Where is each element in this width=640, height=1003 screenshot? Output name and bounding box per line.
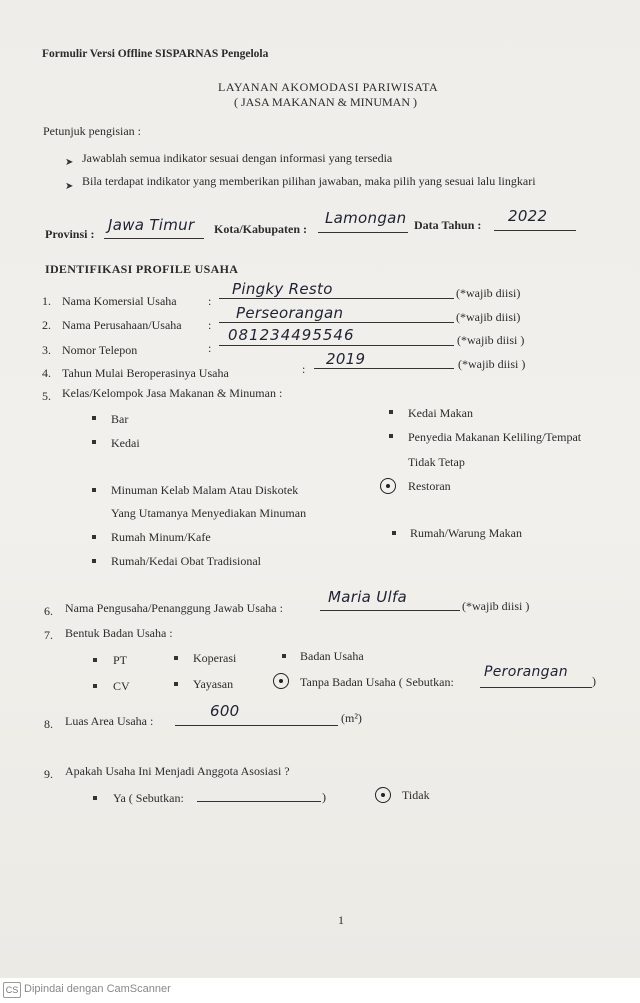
option-cafe[interactable]: Rumah Minum/Kafe: [111, 530, 211, 544]
section-title: IDENTIFIKASI PROFILE USAHA: [45, 262, 239, 276]
selected-circle-icon: [375, 787, 391, 803]
question-number: 9.: [44, 767, 53, 781]
question-label: Kelas/Kelompok Jasa Makanan & Minuman :: [62, 386, 283, 400]
owner-underline: [320, 610, 460, 611]
field-label: Nama Perusahaan/Usaha: [62, 318, 182, 332]
option-nightclub-continued: Yang Utamanya Menyediakan Minuman: [111, 506, 307, 520]
option-nightclub[interactable]: Minuman Kelab Malam Atau Diskotek: [111, 483, 299, 497]
bullet-icon: [282, 654, 286, 658]
field-separator: :: [208, 318, 212, 332]
area-underline: [175, 725, 338, 726]
field-separator: :: [302, 362, 306, 376]
province-value[interactable]: Jawa Timur: [108, 216, 195, 234]
question-number: 7.: [44, 628, 53, 642]
city-label: Kota/Kabupaten :: [214, 222, 308, 236]
field-underline: [314, 368, 454, 369]
option-koperasi[interactable]: Koperasi: [193, 651, 237, 665]
option-no[interactable]: Tidak: [402, 788, 430, 802]
province-underline: [104, 238, 204, 239]
field-number: 1.: [42, 294, 51, 308]
bullet-icon: [174, 656, 178, 660]
option-cv[interactable]: CV: [113, 679, 130, 693]
year-label: Data Tahun :: [414, 218, 482, 232]
form-version-label: Formulir Versi Offline SISPARNAS Pengelola: [42, 48, 269, 60]
field-label: Nama Komersial Usaha: [62, 294, 177, 308]
question-label: Luas Area Usaha :: [65, 714, 154, 728]
required-note: (*wajib diisi ): [462, 599, 530, 613]
option-mobile-vendor-continued: Tidak Tetap: [408, 455, 465, 469]
form-title: LAYANAN AKOMODASI PARIWISATA: [218, 80, 439, 94]
bullet-icon: [389, 410, 393, 414]
option-restoran[interactable]: Restoran: [408, 479, 451, 493]
page-number: 1: [338, 913, 344, 927]
field-label: Nomor Telepon: [62, 343, 138, 357]
selected-circle-icon: [273, 673, 289, 689]
phone-value[interactable]: 081234495546: [228, 326, 355, 344]
bullet-icon: [93, 684, 97, 688]
option-pt[interactable]: PT: [113, 653, 128, 667]
owner-name-value[interactable]: Maria Ulfa: [328, 588, 408, 606]
field-number: 2.: [42, 318, 51, 332]
bullet-icon: [92, 416, 96, 420]
field-label: Tahun Mulai Beroperasinya Usaha: [62, 366, 229, 380]
field-separator: :: [208, 341, 212, 355]
question-label: Bentuk Badan Usaha :: [65, 626, 173, 640]
option-badan-usaha[interactable]: Badan Usaha: [300, 649, 364, 663]
bullet-icon: [93, 658, 97, 662]
arrow-bullet-icon: ➤: [65, 181, 74, 192]
required-note: (*wajib diisi ): [457, 333, 525, 347]
required-note: (*wajib diisi ): [458, 357, 526, 371]
form-subtitle: ( JASA MAKANAN & MINUMAN ): [234, 95, 418, 109]
option-kedai[interactable]: Kedai: [111, 436, 140, 450]
bullet-icon: [92, 535, 96, 539]
question-label: Apakah Usaha Ini Menjadi Anggota Asosiasi ?: [65, 764, 290, 778]
province-label: Provinsi :: [45, 227, 95, 241]
start-year-value[interactable]: 2019: [326, 350, 366, 368]
association-underline: [197, 801, 321, 802]
bullet-icon: [93, 796, 97, 800]
bullet-icon: [92, 440, 96, 444]
scanner-watermark-text: Dipindai dengan CamScanner: [24, 983, 171, 995]
specify-underline: [480, 687, 592, 688]
bullet-icon: [389, 434, 393, 438]
option-mobile-vendor[interactable]: Penyedia Makanan Keliling/Tempat: [408, 430, 582, 444]
company-name-value[interactable]: Perseorangan: [236, 304, 344, 322]
area-unit: (m²): [341, 711, 362, 725]
year-value[interactable]: 2022: [508, 207, 548, 225]
field-number: 4.: [42, 366, 51, 380]
option-warung-makan[interactable]: Rumah/Warung Makan: [410, 526, 523, 540]
question-number: 5.: [42, 389, 51, 403]
year-underline: [494, 230, 576, 231]
field-underline: [219, 322, 454, 323]
required-note: (*wajib diisi): [456, 310, 521, 324]
question-label: Nama Pengusaha/Penanggung Jawab Usaha :: [65, 601, 283, 615]
city-underline: [318, 232, 408, 233]
option-tanpa-badan-usaha[interactable]: Tanpa Badan Usaha ( Sebutkan:: [300, 675, 454, 689]
bullet-icon: [92, 559, 96, 563]
camscanner-logo-icon: CS: [3, 982, 21, 998]
question-number: 8.: [44, 717, 53, 731]
field-underline: [219, 298, 454, 299]
option-yayasan[interactable]: Yayasan: [193, 677, 234, 691]
area-value[interactable]: 600: [210, 702, 240, 720]
selected-circle-icon: [380, 478, 396, 494]
field-separator: :: [208, 294, 212, 308]
instruction-item: Bila terdapat indikator yang memberikan pilihan jawaban, maka pilih yang sesuai lalu lingkari: [82, 174, 536, 188]
option-bar[interactable]: Bar: [111, 412, 129, 426]
field-underline: [219, 345, 454, 346]
question-number: 6.: [44, 604, 53, 618]
close-paren: ): [592, 674, 596, 688]
close-paren: ): [322, 790, 326, 804]
bullet-icon: [392, 531, 396, 535]
city-value[interactable]: Lamongan: [325, 209, 407, 227]
option-kedai-makan[interactable]: Kedai Makan: [408, 406, 473, 420]
option-traditional-medicine[interactable]: Rumah/Kedai Obat Tradisional: [111, 554, 261, 568]
instruction-item: Jawablah semua indikator sesuai dengan informasi yang tersedia: [82, 151, 393, 165]
bullet-icon: [174, 682, 178, 686]
instructions-label: Petunjuk pengisian :: [43, 124, 141, 138]
required-note: (*wajib diisi): [456, 286, 521, 300]
business-form-value[interactable]: Perorangan: [484, 664, 568, 680]
field-number: 3.: [42, 343, 51, 357]
arrow-bullet-icon: ➤: [65, 157, 74, 168]
option-yes[interactable]: Ya ( Sebutkan:: [113, 791, 184, 805]
commercial-name-value[interactable]: Pingky Resto: [232, 280, 333, 298]
bullet-icon: [92, 488, 96, 492]
